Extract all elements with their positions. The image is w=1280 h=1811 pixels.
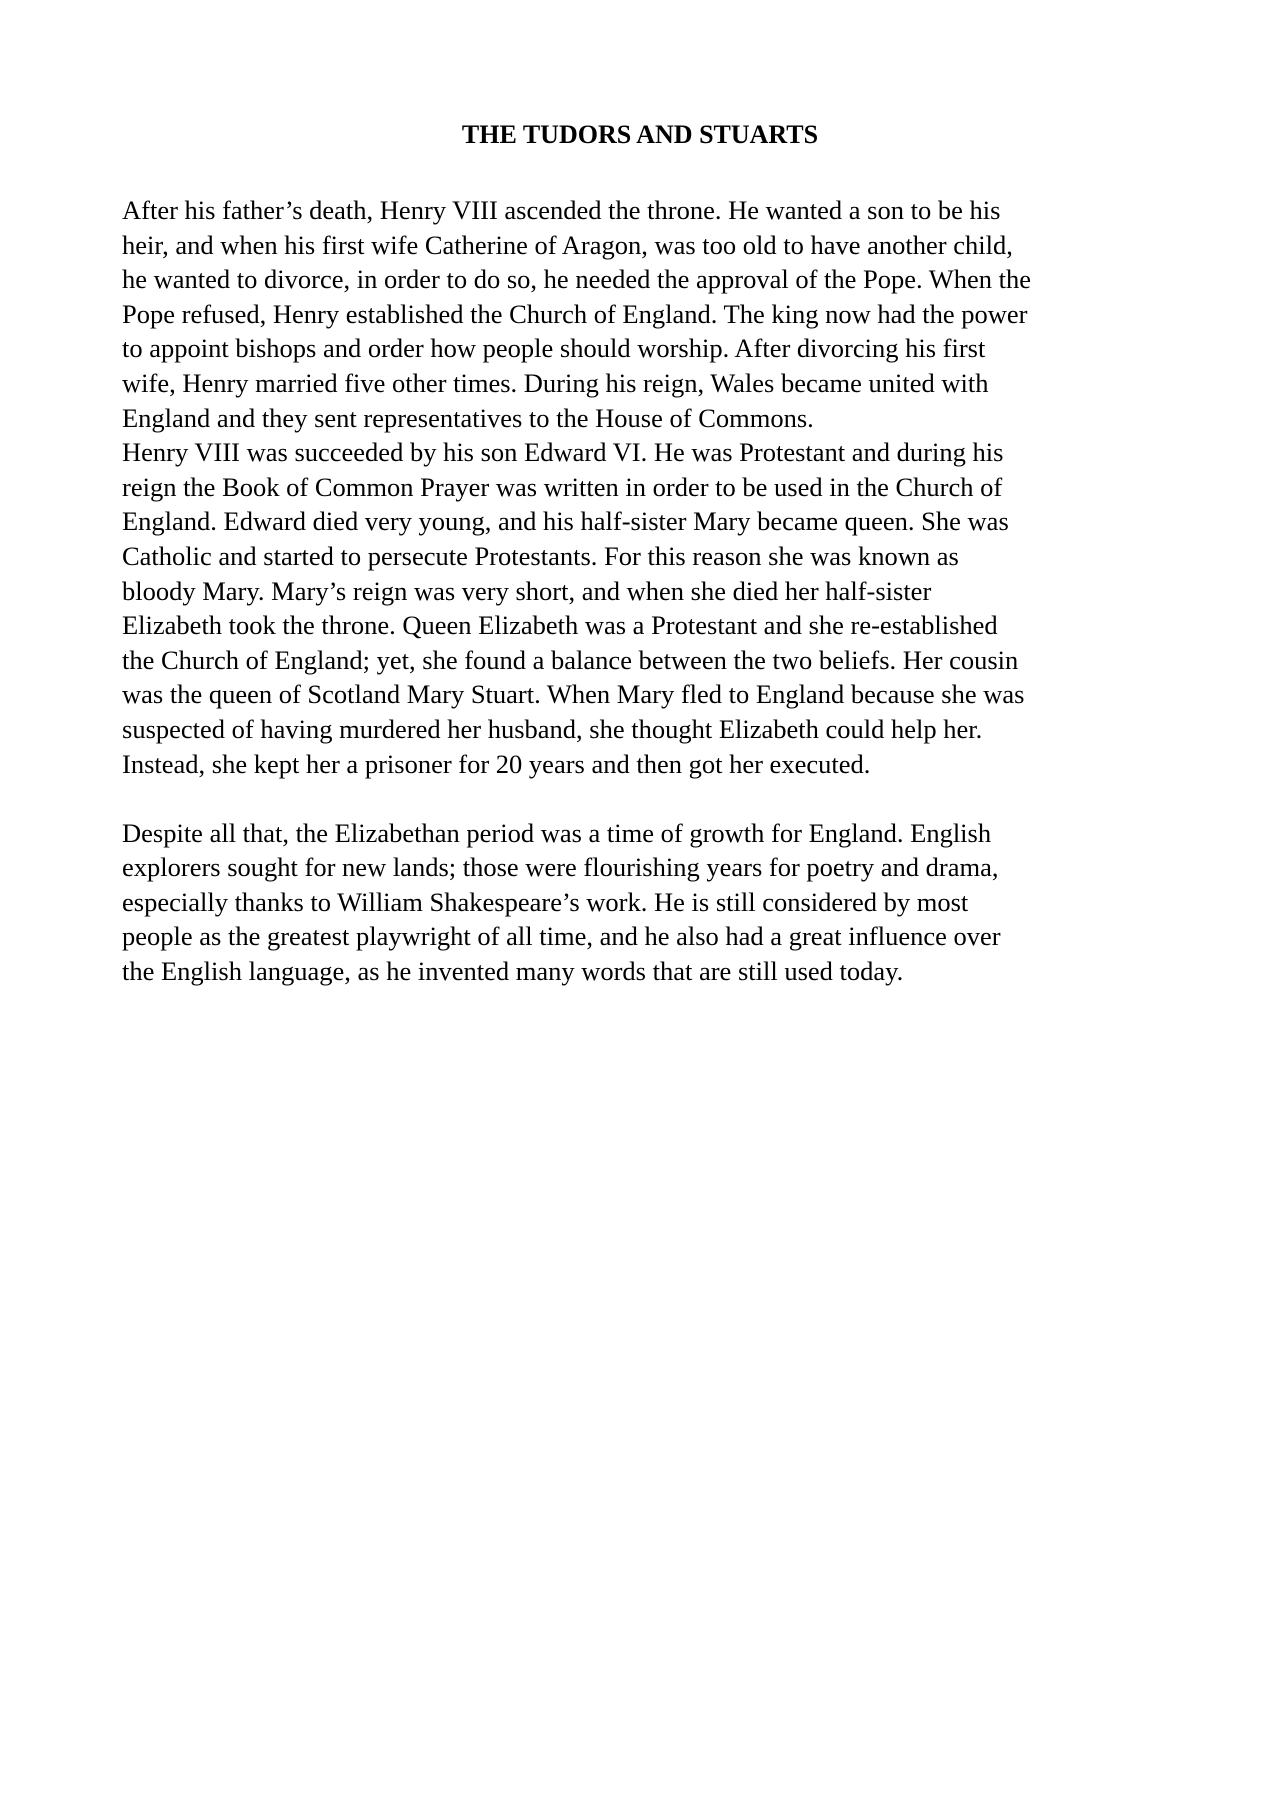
paragraph-spacer: [122, 781, 1162, 816]
text-line: reign the Book of Common Prayer was written in order to be used in the Church of: [122, 471, 1003, 502]
paragraph-henry-viii: [122, 193, 1162, 435]
text-line: Catholic and started to persecute Protestants. For this reason she was known as: [122, 540, 959, 571]
text-line: explorers sought for new lands; those were flourishing years for poetry and drama,: [122, 852, 999, 883]
document-body: [122, 193, 1162, 989]
text-line: Instead, she kept her a prisoner for 20 years and then got her executed.: [122, 748, 871, 779]
text-line: heir, and when his first wife Catherine of Aragon, was too old to have another child,: [122, 229, 1013, 260]
text-line: people as the greatest playwright of all time, and he also had a great influence over: [122, 921, 1001, 952]
text-line: suspected of having murdered her husband, she thought Elizabeth could help her.: [122, 713, 983, 744]
text-line: he wanted to divorce, in order to do so, he needed the approval of the Pope. When the: [122, 264, 1032, 295]
text-line: Despite all that, the Elizabethan period was a time of growth for England. English: [122, 817, 992, 848]
text-line: After his father’s death, Henry VIII ascended the throne. He wanted a son to be his: [122, 195, 1001, 225]
text-line: Pope refused, Henry established the Church of England. The king now had the power: [122, 298, 1028, 329]
text-line: England. Edward died very young, and his half-sister Mary became queen. She was: [122, 506, 1009, 537]
text-line: was the queen of Scotland Mary Stuart. When Mary fled to England because she was: [122, 679, 1025, 710]
paragraph-elizabethan-period: [122, 816, 1162, 989]
text-line: to appoint bishops and order how people should worship. After divorcing his first: [122, 333, 986, 364]
page-title: THE TUDORS AND STUARTS: [461, 120, 819, 149]
text-line: the English language, as he invented many words that are still used today.: [122, 956, 904, 987]
text-line: Henry VIII was succeeded by his son Edward VI. He was Protestant and during his: [122, 437, 1004, 468]
text-line: bloody Mary. Mary’s reign was very short, and when she died her half-sister: [122, 575, 932, 606]
text-line: especially thanks to William Shakespeare’s work. He is still considered by most: [122, 886, 969, 917]
text-line: the Church of England; yet, she found a balance between the two beliefs. Her cousin: [122, 644, 1019, 675]
text-line: wife, Henry married five other times. During his reign, Wales became united with: [122, 367, 989, 398]
paragraph-succession: [122, 435, 1162, 781]
text-line: Elizabeth took the throne. Queen Elizabeth was a Protestant and she re-established: [122, 610, 998, 641]
text-line: England and they sent representatives to the House of Commons.: [122, 402, 814, 433]
